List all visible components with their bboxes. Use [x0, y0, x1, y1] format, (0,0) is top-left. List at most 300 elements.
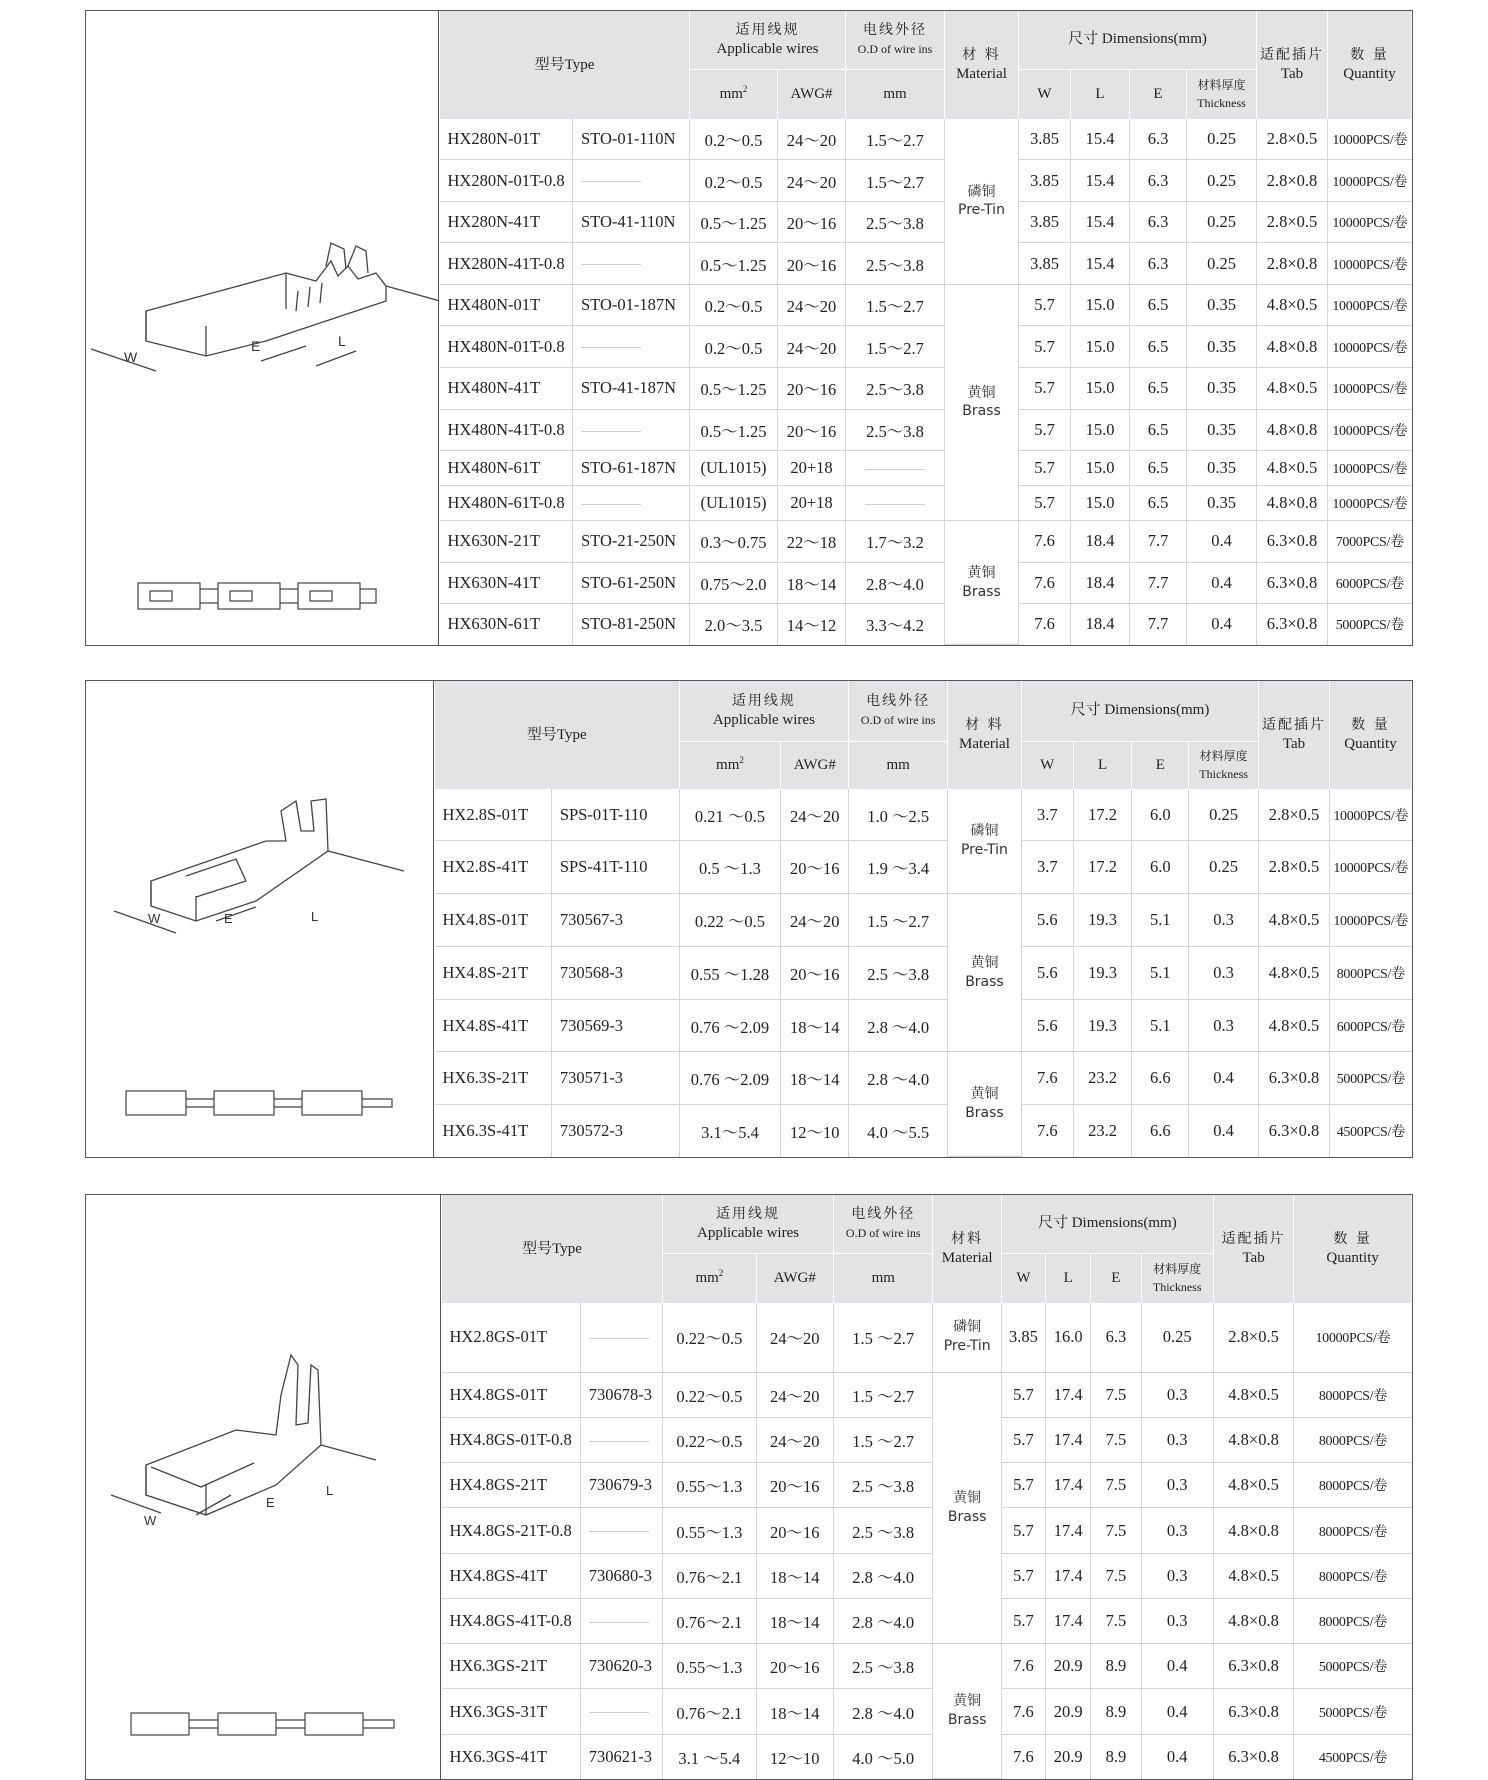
- l-cell: 23.2: [1073, 1105, 1132, 1157]
- l-cell: 15.4: [1071, 160, 1130, 202]
- tab-cell: 6.3×0.8: [1213, 1644, 1293, 1689]
- wire-mm2-cell: 0.5 ～1.3: [679, 841, 781, 894]
- thickness-cell: 0.4: [1187, 604, 1257, 645]
- w-cell: 5.7: [1019, 368, 1071, 410]
- part-number-cell: 730679-3: [580, 1463, 662, 1508]
- type-cell: HX4.8GS-41T: [442, 1553, 581, 1598]
- spec-table-1: [439, 11, 1412, 645]
- e-cell: 5.1: [1132, 946, 1189, 999]
- awg-cell: 18～14: [756, 1689, 833, 1734]
- awg-cell: 18～14: [756, 1553, 833, 1598]
- w-cell: 3.85: [1001, 1303, 1045, 1372]
- part-number-cell: SPS-01T-110: [551, 789, 679, 841]
- quantity-cell: 10000PCS/卷: [1328, 284, 1412, 326]
- material-en: Pre-Tin: [958, 202, 1005, 219]
- header-quantity: 数 量 Quantity: [1329, 681, 1411, 789]
- tab-cell: 4.8×0.8: [1213, 1418, 1293, 1463]
- w-cell: 7.6: [1021, 1052, 1073, 1105]
- quantity-cell: 10000PCS/卷: [1294, 1303, 1412, 1372]
- tab-cell: 6.3×0.8: [1257, 562, 1328, 604]
- empty-dash: [581, 264, 641, 265]
- tab-cell: 6.3×0.8: [1213, 1734, 1293, 1778]
- product-panel-1: [85, 10, 1413, 646]
- tab-cell: 4.8×0.8: [1257, 486, 1328, 521]
- type-cell: HX2.8S-41T: [435, 841, 552, 894]
- awg-cell: 24～20: [756, 1418, 833, 1463]
- part-number-cell: 730567-3: [551, 894, 679, 947]
- wire-mm2-cell: 0.55 ～1.28: [679, 946, 781, 999]
- od-cell: 2.5～3.8: [846, 243, 945, 285]
- e-cell: 6.3: [1130, 160, 1187, 202]
- awg-cell: 20+18: [778, 451, 846, 486]
- w-cell: 5.7: [1001, 1372, 1045, 1417]
- header-w: W: [1021, 741, 1073, 789]
- empty-dash: [589, 1712, 649, 1713]
- wire-mm2-cell: 0.76～2.1: [663, 1598, 756, 1643]
- quantity-cell: 7000PCS/卷: [1328, 521, 1412, 563]
- thickness-cell: 0.25: [1187, 201, 1257, 243]
- material-cell: [933, 1303, 1001, 1372]
- w-cell: 3.7: [1021, 789, 1073, 841]
- empty-dash: [581, 431, 641, 432]
- table-row: [442, 1372, 1412, 1417]
- l-cell: 20.9: [1046, 1689, 1091, 1734]
- header-e: E: [1130, 69, 1187, 119]
- l-cell: 18.4: [1071, 562, 1130, 604]
- header-awg: AWG#: [778, 69, 846, 119]
- l-cell: 15.4: [1071, 119, 1130, 160]
- terminal-drawing-icon: [86, 1195, 440, 1779]
- material-cell: [948, 789, 1022, 894]
- type-cell: HX4.8S-41T: [435, 999, 552, 1052]
- material-cell: [945, 521, 1019, 645]
- awg-cell: 20～16: [781, 841, 849, 894]
- od-cell: 2.8 ～4.0: [833, 1553, 933, 1598]
- quantity-cell: 8000PCS/卷: [1294, 1372, 1412, 1417]
- material-cell: [945, 284, 1019, 520]
- thickness-cell: 0.3: [1189, 946, 1259, 999]
- e-cell: 7.7: [1130, 562, 1187, 604]
- wire-mm2-cell: 0.55～1.3: [663, 1644, 756, 1689]
- type-cell: HX630N-41T: [440, 562, 573, 604]
- wire-mm2-cell: 0.76～2.1: [663, 1689, 756, 1734]
- table-row: [435, 946, 1412, 999]
- header-l: L: [1046, 1253, 1091, 1303]
- awg-cell: 24～20: [778, 284, 846, 326]
- od-cell: 1.0 ～2.5: [849, 789, 948, 841]
- quantity-cell: 8000PCS/卷: [1294, 1598, 1412, 1643]
- type-cell: HX630N-21T: [440, 521, 573, 563]
- l-cell: 17.4: [1046, 1372, 1091, 1417]
- quantity-cell: 10000PCS/卷: [1329, 789, 1411, 841]
- od-cell: 2.5～3.8: [846, 368, 945, 410]
- quantity-cell: 8000PCS/卷: [1329, 946, 1411, 999]
- w-cell: 5.6: [1021, 946, 1073, 999]
- type-cell: HX6.3GS-21T: [442, 1644, 581, 1689]
- quantity-cell: 10000PCS/卷: [1328, 451, 1412, 486]
- w-cell: 5.7: [1001, 1463, 1045, 1508]
- thickness-cell: 0.4: [1189, 1052, 1259, 1105]
- od-cell: [846, 451, 945, 486]
- w-cell: 7.6: [1019, 521, 1071, 563]
- tab-cell: 2.8×0.5: [1257, 119, 1328, 160]
- awg-cell: 20～16: [778, 409, 846, 451]
- material-cell: [933, 1644, 1001, 1779]
- type-cell: HX6.3S-21T: [435, 1052, 552, 1105]
- w-cell: 5.7: [1019, 326, 1071, 368]
- thickness-cell: 0.25: [1141, 1303, 1213, 1372]
- thickness-cell: 0.3: [1141, 1463, 1213, 1508]
- diagram-l-label: L: [338, 333, 346, 349]
- thickness-cell: 0.3: [1189, 999, 1259, 1052]
- w-cell: 7.6: [1001, 1734, 1045, 1778]
- awg-cell: 18～14: [781, 999, 849, 1052]
- wire-mm2-cell: 0.22 ～0.5: [679, 894, 781, 947]
- l-cell: 20.9: [1046, 1734, 1091, 1778]
- header-od: 电线外径 O.D of wire ins: [849, 681, 948, 741]
- l-cell: 17.4: [1046, 1598, 1091, 1643]
- l-cell: 19.3: [1073, 946, 1132, 999]
- thickness-cell: 0.4: [1187, 521, 1257, 563]
- od-cell: 2.8 ～4.0: [833, 1598, 933, 1643]
- awg-cell: 24～20: [756, 1303, 833, 1372]
- l-cell: 17.2: [1073, 841, 1132, 894]
- l-cell: 23.2: [1073, 1052, 1132, 1105]
- l-cell: 15.0: [1071, 451, 1130, 486]
- quantity-cell: 6000PCS/卷: [1328, 562, 1412, 604]
- od-cell: 1.5 ～2.7: [833, 1418, 933, 1463]
- awg-cell: 20+18: [778, 486, 846, 521]
- header-material: 材 料 Material: [945, 11, 1019, 119]
- material-en: Brass: [962, 583, 1001, 600]
- wire-mm2-cell: 3.1～5.4: [679, 1105, 781, 1157]
- thickness-cell: 0.35: [1187, 284, 1257, 326]
- od-cell: 2.5 ～3.8: [833, 1463, 933, 1508]
- material-cn: 黄铜: [970, 954, 999, 971]
- e-cell: 8.9: [1091, 1734, 1141, 1778]
- tab-cell: 4.8×0.8: [1257, 409, 1328, 451]
- awg-cell: 24～20: [778, 119, 846, 160]
- table-row: [440, 521, 1412, 563]
- thickness-cell: 0.35: [1187, 326, 1257, 368]
- header-mm: mm: [833, 1253, 933, 1303]
- wire-mm2-cell: 0.55～1.3: [663, 1463, 756, 1508]
- type-cell: HX2.8S-01T: [435, 789, 552, 841]
- diagram-l-label: L: [326, 1483, 334, 1498]
- awg-cell: 20～16: [781, 946, 849, 999]
- part-number-cell: 730621-3: [580, 1734, 662, 1778]
- wire-mm2-cell: 0.2～0.5: [690, 160, 778, 202]
- part-number-cell: 730680-3: [580, 1553, 662, 1598]
- header-dimensions: 尺寸 Dimensions(mm): [1021, 681, 1258, 741]
- e-cell: 7.5: [1091, 1598, 1141, 1643]
- wire-mm2-cell: 0.76 ～2.09: [679, 1052, 781, 1105]
- type-cell: HX480N-61T: [440, 451, 573, 486]
- type-cell: HX280N-41T-0.8: [440, 243, 573, 285]
- part-number-cell: [580, 1303, 662, 1372]
- e-cell: 6.3: [1130, 201, 1187, 243]
- type-cell: HX4.8GS-41T-0.8: [442, 1598, 581, 1643]
- type-cell: HX4.8GS-21T-0.8: [442, 1508, 581, 1553]
- material-cell: [945, 119, 1019, 284]
- type-cell: HX6.3GS-41T: [449, 1746, 548, 1766]
- e-cell: 6.3: [1130, 119, 1187, 160]
- diagram-e-label: E: [251, 338, 261, 354]
- quantity-cell: 4500PCS/卷: [1294, 1734, 1412, 1778]
- type-cell: HX480N-01T-0.8: [440, 326, 573, 368]
- thickness-cell: 0.4: [1141, 1644, 1213, 1689]
- material-cell: [933, 1372, 1001, 1643]
- table-row: [435, 789, 1412, 841]
- spec-table-1-body: [440, 119, 1412, 645]
- terminal-drawing-icon: [86, 11, 438, 645]
- e-cell: 6.5: [1130, 368, 1187, 410]
- e-cell: 6.6: [1132, 1105, 1189, 1157]
- od-cell: 2.5 ～3.8: [833, 1644, 933, 1689]
- w-cell: 5.7: [1001, 1418, 1045, 1463]
- header-l: L: [1071, 69, 1130, 119]
- spec-table-3-body: [442, 1303, 1412, 1779]
- w-cell: 5.7: [1019, 409, 1071, 451]
- material-en: Pre-Tin: [943, 1338, 991, 1355]
- type-cell: HX4.8S-21T: [435, 946, 552, 999]
- e-cell: 7.5: [1091, 1463, 1141, 1508]
- header-material: 材料 Material: [933, 1195, 1001, 1303]
- tab-cell: 6.3×0.8: [1213, 1689, 1293, 1734]
- table-row: [442, 1463, 1412, 1508]
- terminal-illustration-2: [86, 681, 434, 1157]
- table-row: [442, 1508, 1412, 1553]
- material-en: Brass: [947, 1712, 987, 1729]
- e-cell: 6.3: [1130, 243, 1187, 285]
- empty-dash: [581, 347, 641, 348]
- l-cell: 15.0: [1071, 284, 1130, 326]
- product-panel-3: [85, 1194, 1413, 1780]
- tab-cell: 4.8×0.5: [1257, 284, 1328, 326]
- part-number-cell: 730620-3: [580, 1644, 662, 1689]
- w-cell: 5.7: [1001, 1553, 1045, 1598]
- thickness-cell: 0.3: [1141, 1508, 1213, 1553]
- e-cell: 6.5: [1130, 326, 1187, 368]
- quantity-cell: 10000PCS/卷: [1328, 486, 1412, 521]
- wire-mm2-cell: 0.55～1.3: [663, 1508, 756, 1553]
- quantity-cell: 10000PCS/卷: [1328, 368, 1412, 410]
- header-awg: AWG#: [756, 1253, 833, 1303]
- material-en: Brass: [965, 973, 1004, 990]
- tab-cell: 2.8×0.8: [1257, 160, 1328, 202]
- type-cell: HX280N-41T: [440, 201, 573, 243]
- table-row: [440, 160, 1412, 202]
- tab-cell: 6.3×0.8: [1259, 1052, 1330, 1105]
- quantity-cell: 10000PCS/卷: [1328, 409, 1412, 451]
- tab-cell: 2.8×0.8: [1257, 243, 1328, 285]
- e-cell: 6.6: [1132, 1052, 1189, 1105]
- diagram-e-label: E: [266, 1495, 275, 1510]
- header-wires: 适用线规 Applicable wires: [690, 11, 846, 69]
- table-row: [442, 1303, 1412, 1372]
- header-tab: 适配插片 Tab: [1257, 11, 1328, 119]
- part-number-cell: [580, 1598, 662, 1643]
- header-w: W: [1001, 1253, 1045, 1303]
- tab-cell: 4.8×0.5: [1213, 1463, 1293, 1508]
- tab-cell: 4.8×0.5: [1257, 368, 1328, 410]
- quantity-cell: 10000PCS/卷: [1328, 326, 1412, 368]
- awg-cell: 22～18: [778, 521, 846, 563]
- type-cell: HX4.8GS-01T-0.8: [442, 1418, 581, 1463]
- spec-table-2: [434, 681, 1412, 1157]
- w-cell: 7.6: [1001, 1689, 1045, 1734]
- l-cell: 18.4: [1071, 521, 1130, 563]
- table-row: [442, 1734, 1412, 1778]
- tab-cell: 4.8×0.5: [1259, 946, 1330, 999]
- od-cell: 1.5 ～2.7: [849, 894, 948, 947]
- wire-mm2-cell: 0.5～1.25: [690, 201, 778, 243]
- awg-cell: 24～20: [756, 1372, 833, 1417]
- quantity-cell: 6000PCS/卷: [1329, 999, 1411, 1052]
- part-number-cell: STO-81-250N: [573, 604, 690, 645]
- material-en: Brass: [962, 403, 1001, 420]
- e-cell: 7.7: [1130, 521, 1187, 563]
- quantity-cell: 5000PCS/卷: [1294, 1689, 1412, 1734]
- thickness-cell: 0.35: [1187, 486, 1257, 521]
- product-panel-2: [85, 680, 1413, 1158]
- table-row: [440, 409, 1412, 451]
- l-cell: 16.0: [1046, 1303, 1091, 1372]
- tab-cell: 4.8×0.5: [1213, 1372, 1293, 1417]
- od-cell: 2.5 ～3.8: [833, 1508, 933, 1553]
- empty-dash: [581, 181, 641, 182]
- awg-cell: 20～16: [778, 368, 846, 410]
- part-number-cell: [580, 1508, 662, 1553]
- header-type: 型号Type: [435, 681, 680, 789]
- l-cell: 20.9: [1046, 1644, 1091, 1689]
- wire-mm2-cell: 0.22～0.5: [663, 1418, 756, 1463]
- table-row: [440, 119, 1412, 160]
- part-number-cell: STO-01-110N: [573, 119, 690, 160]
- header-dimensions: 尺寸 Dimensions(mm): [1019, 11, 1257, 69]
- type-cell: HX4.8S-01T: [435, 894, 552, 947]
- material-en: Brass: [965, 1105, 1004, 1122]
- header-mm2: $mm^2$: [679, 741, 781, 789]
- diagram-e-label: E: [224, 911, 233, 926]
- type-cell: HX2.8GS-01T: [442, 1303, 581, 1372]
- type-cell: HX480N-41T: [440, 368, 573, 410]
- l-cell: 15.4: [1071, 201, 1130, 243]
- material-cn: 磷铜: [953, 1319, 982, 1336]
- part-number-cell: 730569-3: [551, 999, 679, 1052]
- w-cell: 3.7: [1021, 841, 1073, 894]
- e-cell: 6.0: [1132, 789, 1189, 841]
- header-tab: 适配插片 Tab: [1213, 1195, 1293, 1303]
- table-row: [442, 1418, 1412, 1463]
- wire-mm2-cell: 0.5～1.25: [690, 409, 778, 451]
- quantity-cell: 10000PCS/卷: [1328, 160, 1412, 202]
- part-number-cell: 730572-3: [551, 1105, 679, 1157]
- l-cell: 15.0: [1071, 409, 1130, 451]
- w-cell: 7.6: [1019, 562, 1071, 604]
- wire-mm2-cell: (UL1015): [690, 486, 778, 521]
- diagram-w-label: W: [124, 349, 138, 365]
- header-type: 型号Type: [442, 1195, 663, 1303]
- wire-mm2-cell: 0.22～0.5: [663, 1372, 756, 1417]
- header-material: 材 料 Material: [948, 681, 1022, 789]
- w-cell: 5.6: [1021, 999, 1073, 1052]
- table-row: [440, 368, 1412, 410]
- awg-cell: 12～10: [756, 1734, 833, 1778]
- awg-cell: 24～20: [778, 160, 846, 202]
- od-cell: 1.9 ～3.4: [849, 841, 948, 894]
- wire-mm2-cell: 0.2～0.5: [690, 326, 778, 368]
- wire-mm2-cell: 0.2～0.5: [690, 284, 778, 326]
- od-cell: 2.5～3.8: [846, 201, 945, 243]
- thickness-cell: 0.4: [1141, 1734, 1213, 1778]
- awg-cell: 18～14: [756, 1598, 833, 1643]
- part-number-cell: 730571-3: [551, 1052, 679, 1105]
- w-cell: 5.7: [1019, 486, 1071, 521]
- thickness-cell: 0.25: [1187, 160, 1257, 202]
- table-row: [440, 562, 1412, 604]
- od-cell: 2.8～4.0: [846, 562, 945, 604]
- quantity-cell: 8000PCS/卷: [1294, 1553, 1412, 1598]
- part-number-cell: STO-21-250N: [573, 521, 690, 563]
- e-cell: 5.1: [1132, 894, 1189, 947]
- table-row: [442, 1553, 1412, 1598]
- l-cell: 17.4: [1046, 1553, 1091, 1598]
- w-cell: 3.85: [1019, 119, 1071, 160]
- w-cell: 5.7: [1001, 1598, 1045, 1643]
- thickness-cell: 0.3: [1141, 1598, 1213, 1643]
- type-cell: HX480N-41T-0.8: [440, 409, 573, 451]
- spec-table-2-body: [435, 789, 1412, 1157]
- awg-cell: 20～16: [756, 1463, 833, 1508]
- wire-mm2-cell: 0.76 ～2.09: [679, 999, 781, 1052]
- material-cn: 黄铜: [953, 1490, 982, 1507]
- part-number-cell: STO-01-187N: [573, 284, 690, 326]
- material-cell: [948, 894, 1022, 1052]
- terminal-illustration-1: [86, 11, 439, 645]
- header-e: E: [1091, 1253, 1141, 1303]
- quantity-cell: 10000PCS/卷: [1329, 841, 1411, 894]
- part-number-cell: STO-61-187N: [573, 451, 690, 486]
- od-cell: 1.5 ～2.7: [833, 1303, 933, 1372]
- od-cell: 3.3～4.2: [846, 604, 945, 645]
- empty-dash: [589, 1622, 649, 1623]
- quantity-cell: 8000PCS/卷: [1294, 1418, 1412, 1463]
- wire-mm2-cell: 0.5～1.25: [690, 243, 778, 285]
- thickness-cell: 0.3: [1141, 1553, 1213, 1598]
- w-cell: 7.6: [1021, 1105, 1073, 1157]
- e-cell: 6.3: [1091, 1303, 1141, 1372]
- thickness-cell: 0.35: [1187, 368, 1257, 410]
- empty-dash: [865, 469, 925, 470]
- table-row: [440, 486, 1412, 521]
- header-thickness: 材料厚度 Thickness: [1189, 741, 1259, 789]
- part-number-cell: 730678-3: [580, 1372, 662, 1417]
- material-cn: 黄铜: [953, 1693, 982, 1710]
- thickness-cell: 0.4: [1189, 1105, 1259, 1157]
- od-cell: 4.0 ～5.0: [833, 1734, 933, 1778]
- awg-cell: 20～16: [756, 1644, 833, 1689]
- wire-mm2-cell: 0.5～1.25: [690, 368, 778, 410]
- e-cell: 6.0: [1132, 841, 1189, 894]
- table-row: [440, 243, 1412, 285]
- diagram-w-label: W: [148, 911, 161, 926]
- empty-dash: [581, 504, 641, 505]
- material-en: Brass: [947, 1508, 987, 1525]
- awg-cell: 20～16: [778, 243, 846, 285]
- l-cell: 15.0: [1071, 326, 1130, 368]
- empty-dash: [589, 1441, 649, 1442]
